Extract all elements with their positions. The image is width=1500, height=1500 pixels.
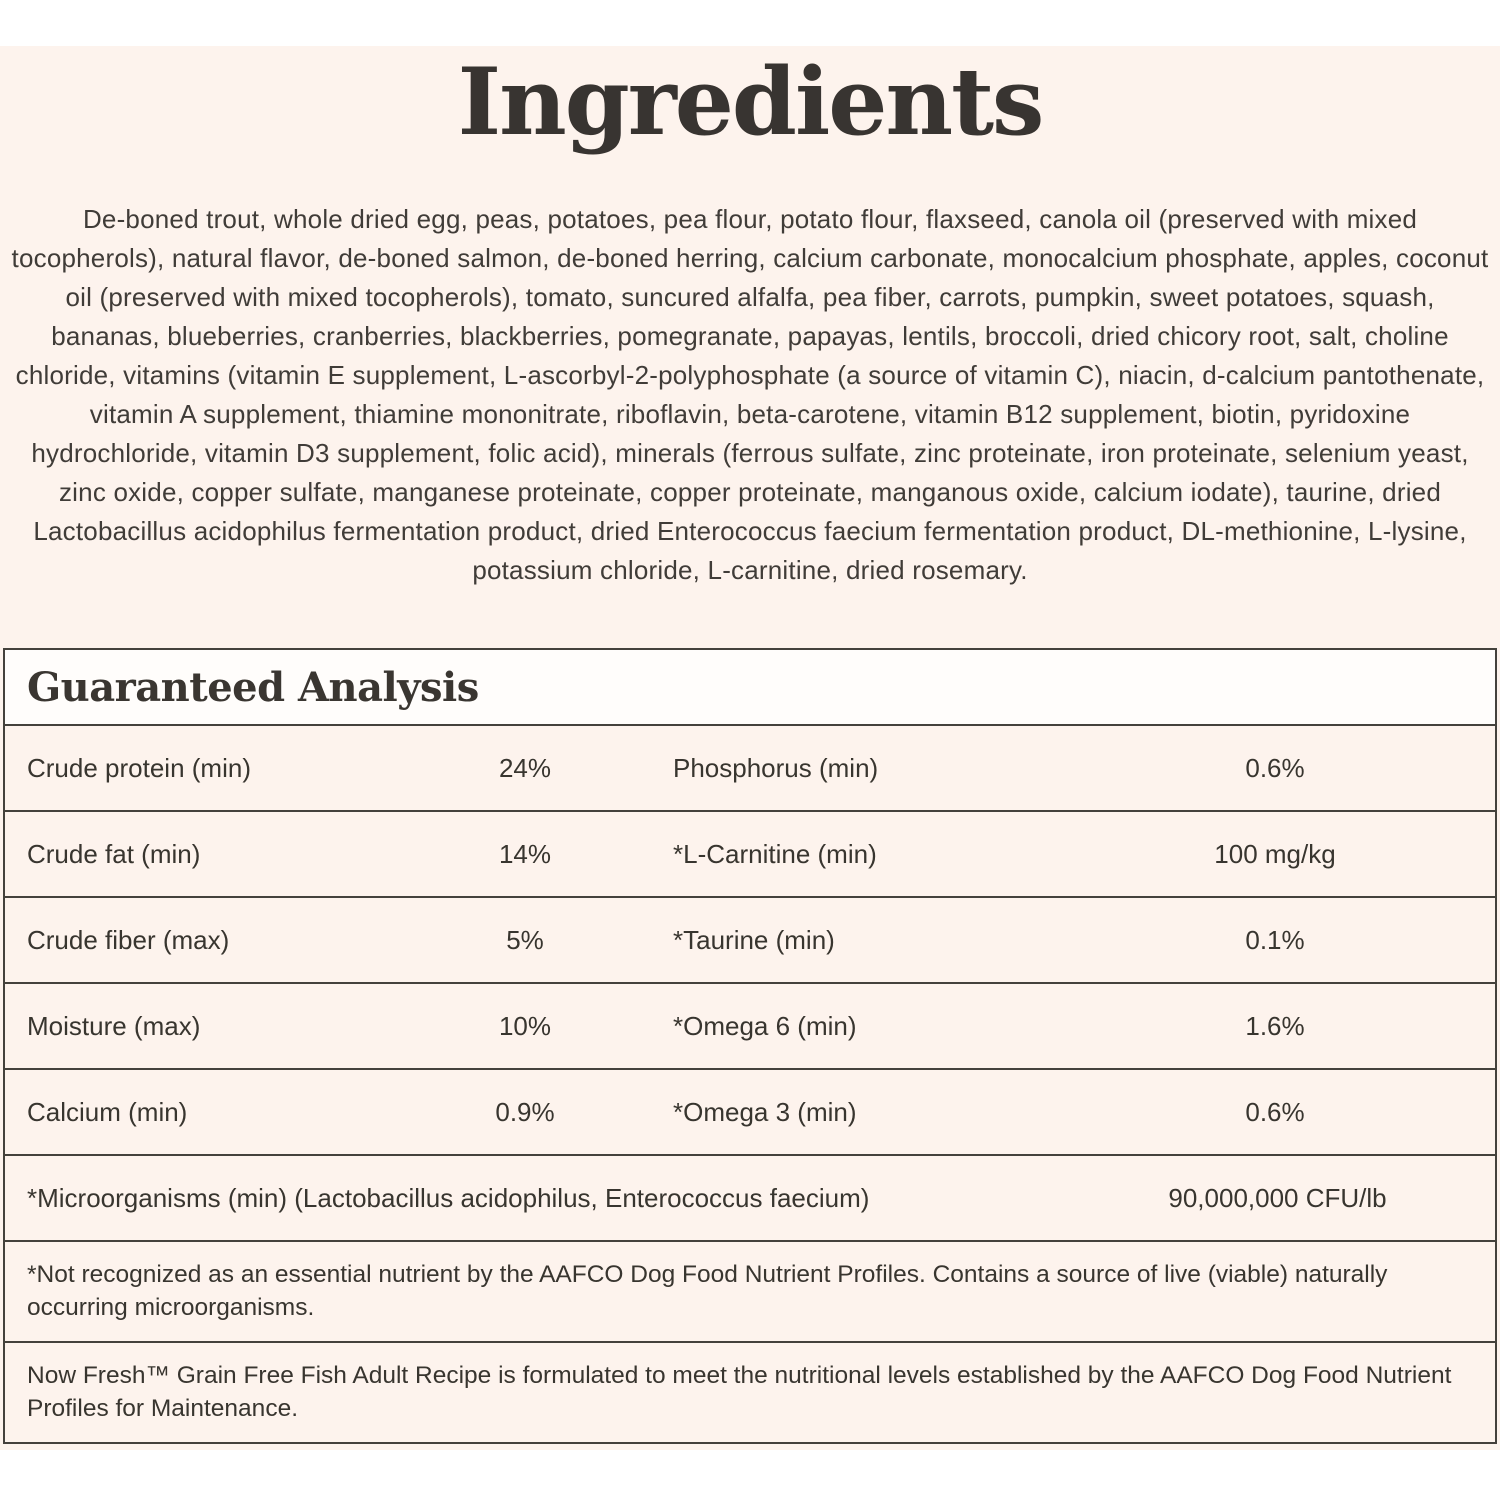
nutrient-value: 0.9% — [495, 1096, 555, 1127]
nutrient-label: *Taurine (min) — [673, 924, 835, 955]
aafco-footnote: *Not recognized as an essential nutrient by the AAFCO Dog Food Nutrient Profiles. Contains a source of live (viable) naturally occurring microorganisms. — [5, 1240, 1495, 1341]
label-panel — [0, 46, 1500, 1450]
nutrient-label: Crude protein (min) — [27, 752, 251, 783]
guaranteed-analysis-heading: Guaranteed Analysis — [5, 650, 1495, 724]
table-row — [5, 1068, 1495, 1154]
nutrient-label: Moisture (max) — [27, 1010, 201, 1041]
table-row — [5, 896, 1495, 982]
nutrient-value: 5% — [506, 924, 544, 955]
nutrient-value: 100 mg/kg — [1214, 838, 1336, 869]
guaranteed-analysis-table — [3, 648, 1497, 1444]
table-row-microorganisms — [5, 1154, 1495, 1240]
ingredients-paragraph: De-boned trout, whole dried egg, peas, potatoes, pea flour, potato flour, flaxseed, canola oil (preserved with mixed tocopherols), natural flavor, de-boned salmon, de-boned herring, calcium carbonate, monocalcium phosphate, apples, coconut oil (preserved with mixed tocopherols), tomato, suncured alfalfa, pea fiber, carrots, pumpkin, sweet potatoes, squash, bananas, blueberries, cranberries, blackberries, pomegranate, papayas, lentils, broccoli, dried chicory root, salt, choline chloride, vitamins (vitamin E supplement, L-ascorbyl-2-polyphosphate (a source of vitamin C), niacin, d-calcium pantothenate, vitamin A supplement, thiamine mononitrate, riboflavin, beta-carotene, vitamin B12 supplement, biotin, pyridoxine hydrochloride, vitamin D3 supplement, folic acid), minerals (ferrous sulfate, zinc proteinate, iron proteinate, selenium yeast, zinc oxide, copper sulfate, manganese proteinate, copper proteinate, manganous oxide, calcium iodate), taurine, dried Lactobacillus acidophilus fermentation product, dried Enterococcus faecium fermentation product, DL-methionine, L-lysine, potassium chloride, L-carnitine, dried rosemary. — [11, 204, 1489, 586]
aafco-statement: Now Fresh™ Grain Free Fish Adult Recipe is formulated to meet the nutritional levels established by the AAFCO Dog Food Nutrient Profiles for Maintenance. — [5, 1341, 1495, 1442]
nutrient-value: 90,000,000 CFU/lb — [1168, 1182, 1387, 1213]
nutrient-value: 24% — [498, 752, 552, 783]
nutrient-value: 10% — [498, 1010, 552, 1041]
nutrient-label: *Microorganisms (min) (Lactobacillus acidophilus, Enterococcus faecium) — [27, 1182, 870, 1213]
nutrient-value: 0.6% — [1245, 1096, 1305, 1127]
nutrient-value: 0.1% — [1245, 924, 1305, 955]
nutrient-label: Calcium (min) — [27, 1096, 188, 1127]
nutrient-value: 0.6% — [1245, 752, 1305, 783]
page-title: Ingredients — [457, 47, 1043, 156]
nutrient-label: *Omega 6 (min) — [673, 1010, 857, 1041]
nutrient-label: *L-Carnitine (min) — [673, 838, 877, 869]
nutrient-label: Phosphorus (min) — [673, 752, 879, 783]
nutrient-value: 1.6% — [1245, 1010, 1305, 1041]
table-row — [5, 724, 1495, 810]
nutrient-label: *Omega 3 (min) — [673, 1096, 857, 1127]
nutrient-value: 14% — [498, 838, 552, 869]
nutrient-label: Crude fat (min) — [27, 838, 201, 869]
table-row — [5, 810, 1495, 896]
table-row — [5, 982, 1495, 1068]
nutrient-label: Crude fiber (max) — [27, 924, 230, 955]
